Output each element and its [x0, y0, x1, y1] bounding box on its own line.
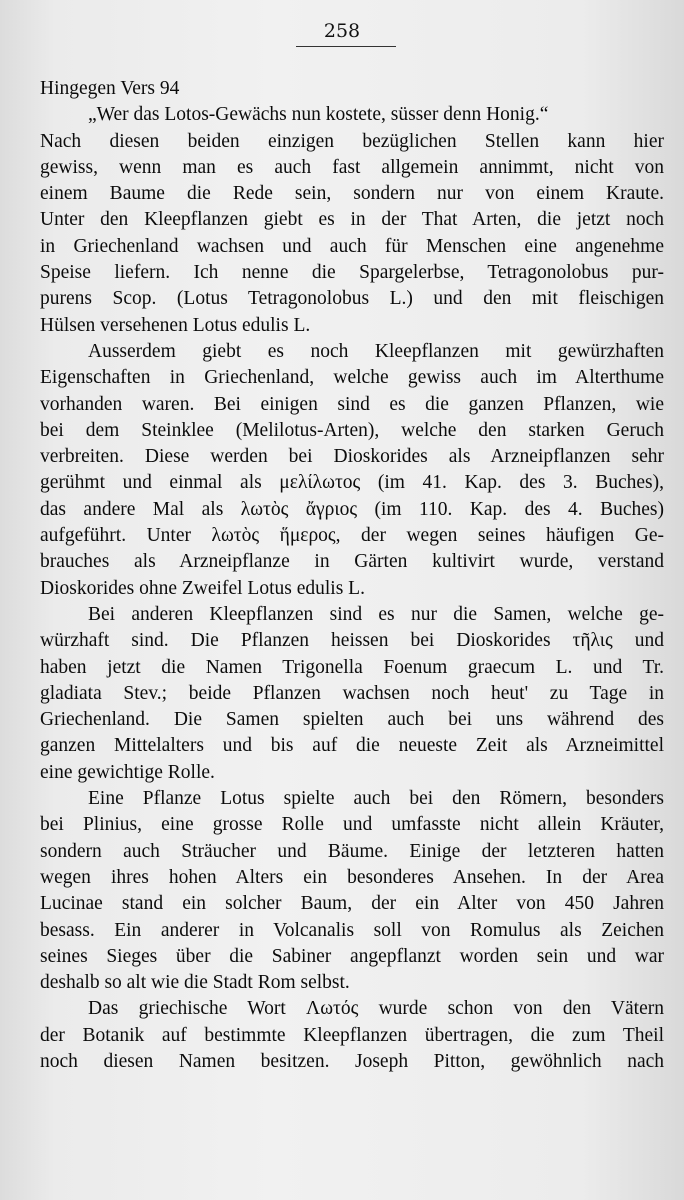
text-line: Hülsen versehenen Lotus edulis L.	[40, 314, 311, 336]
text-line: bei dem Steinklee (Melilotus-Arten), welche den starken Geruch	[40, 419, 664, 441]
text-line: das andere Mal als λωτὸς ἄγριος (im 110. Kap. des 4. Buches)	[40, 498, 664, 520]
text-line: brauches als Arzneipflanze in Gärten kultivirt wurde, verstand	[40, 551, 664, 573]
page-number: 258	[323, 20, 361, 42]
text-line: Speise liefern. Ich nenne die Spargelerbse, Tetragonolobus pur-	[40, 262, 664, 284]
text-line: Hingegen Vers 94	[40, 78, 180, 99]
text-line: wegen ihres hohen Alters ein besonderes Ansehen. In der Area	[40, 866, 664, 888]
text-line: aufgeführt. Unter λωτὸς ἥμερος, der wegen seines häufigen Ge-	[40, 525, 664, 547]
text-line: gladiata Stev.; beide Pflanzen wachsen noch heut' zu Tage in	[40, 682, 664, 704]
text-line: Eine Pflanze Lotus spielte auch bei den Römern, besonders	[88, 788, 664, 810]
text-line: seines Sieges über die Sabiner angepflanzt worden sein und war	[40, 945, 664, 967]
text-line: „Wer das Lotos-Gewächs nun kostete, süsser denn Honig.“	[88, 104, 549, 126]
text-line: deshalb so alt wie die Stadt Rom selbst.	[40, 972, 350, 994]
text-line: Das griechische Wort Λωτός wurde schon von den Vätern	[88, 998, 664, 1020]
text-line: noch diesen Namen besitzen. Joseph Pitton, gewöhnlich nach	[40, 1050, 664, 1072]
text-line: Lucinae stand ein solcher Baum, der ein Alter von 450 Jahren	[40, 893, 664, 915]
text-line: vorhanden waren. Bei einigen sind es die ganzen Pflanzen, wie	[40, 393, 664, 415]
text-line: in Griechenland wachsen und auch für Menschen eine angenehme	[40, 235, 664, 257]
text-line: der Botanik auf bestimmte Kleepflanzen übertragen, die zum Theil	[40, 1024, 664, 1046]
text-line: sondern auch Sträucher und Bäume. Einige der letzteren hatten	[40, 840, 664, 862]
text-line: Eigenschaften in Griechenland, welche gewiss auch im Alterthume	[40, 367, 664, 389]
text-line: bei Plinius, eine grosse Rolle und umfasste nicht allein Kräuter,	[40, 814, 664, 836]
text-line: besass. Ein anderer in Volcanalis soll von Romulus als Zeichen	[40, 919, 664, 941]
text-line: Nach diesen beiden einzigen bezüglichen Stellen kann hier	[40, 130, 664, 152]
body-text	[40, 76, 664, 1075]
text-line: gewiss, wenn man es auch fast allgemein annimmt, nicht von	[40, 156, 664, 178]
header-rule	[296, 46, 396, 47]
text-line: eine gewichtige Rolle.	[40, 761, 215, 783]
text-line: Dioskorides ohne Zweifel Lotus edulis L.	[40, 577, 365, 599]
text-line: haben jetzt die Namen Trigonella Foenum graecum L. und Tr.	[40, 656, 664, 678]
text-line: gerühmt und einmal als μελίλωτος (im 41. Kap. des 3. Buches),	[40, 472, 664, 494]
text-line: Unter den Kleepflanzen giebt es in der That Arten, die jetzt noch	[40, 209, 664, 231]
text-line: Ausserdem giebt es noch Kleepflanzen mit gewürzhaften	[88, 340, 664, 362]
text-line: purens Scop. (Lotus Tetragonolobus L.) und den mit fleischigen	[40, 288, 664, 310]
text-line: Griechenland. Die Samen spielten auch bei uns während des	[40, 709, 664, 731]
text-line: würzhaft sind. Die Pflanzen heissen bei Dioskorides τῆλις und	[40, 630, 664, 652]
text-line: Bei anderen Kleepflanzen sind es nur die Samen, welche ge-	[88, 603, 664, 625]
text-line: einem Baume die Rede sein, sondern nur von einem Kraute.	[40, 183, 664, 205]
text-line: verbreiten. Diese werden bei Dioskorides als Arzneipflanzen sehr	[40, 446, 664, 468]
text-line: ganzen Mittelalters und bis auf die neueste Zeit als Arzneimittel	[40, 735, 664, 757]
